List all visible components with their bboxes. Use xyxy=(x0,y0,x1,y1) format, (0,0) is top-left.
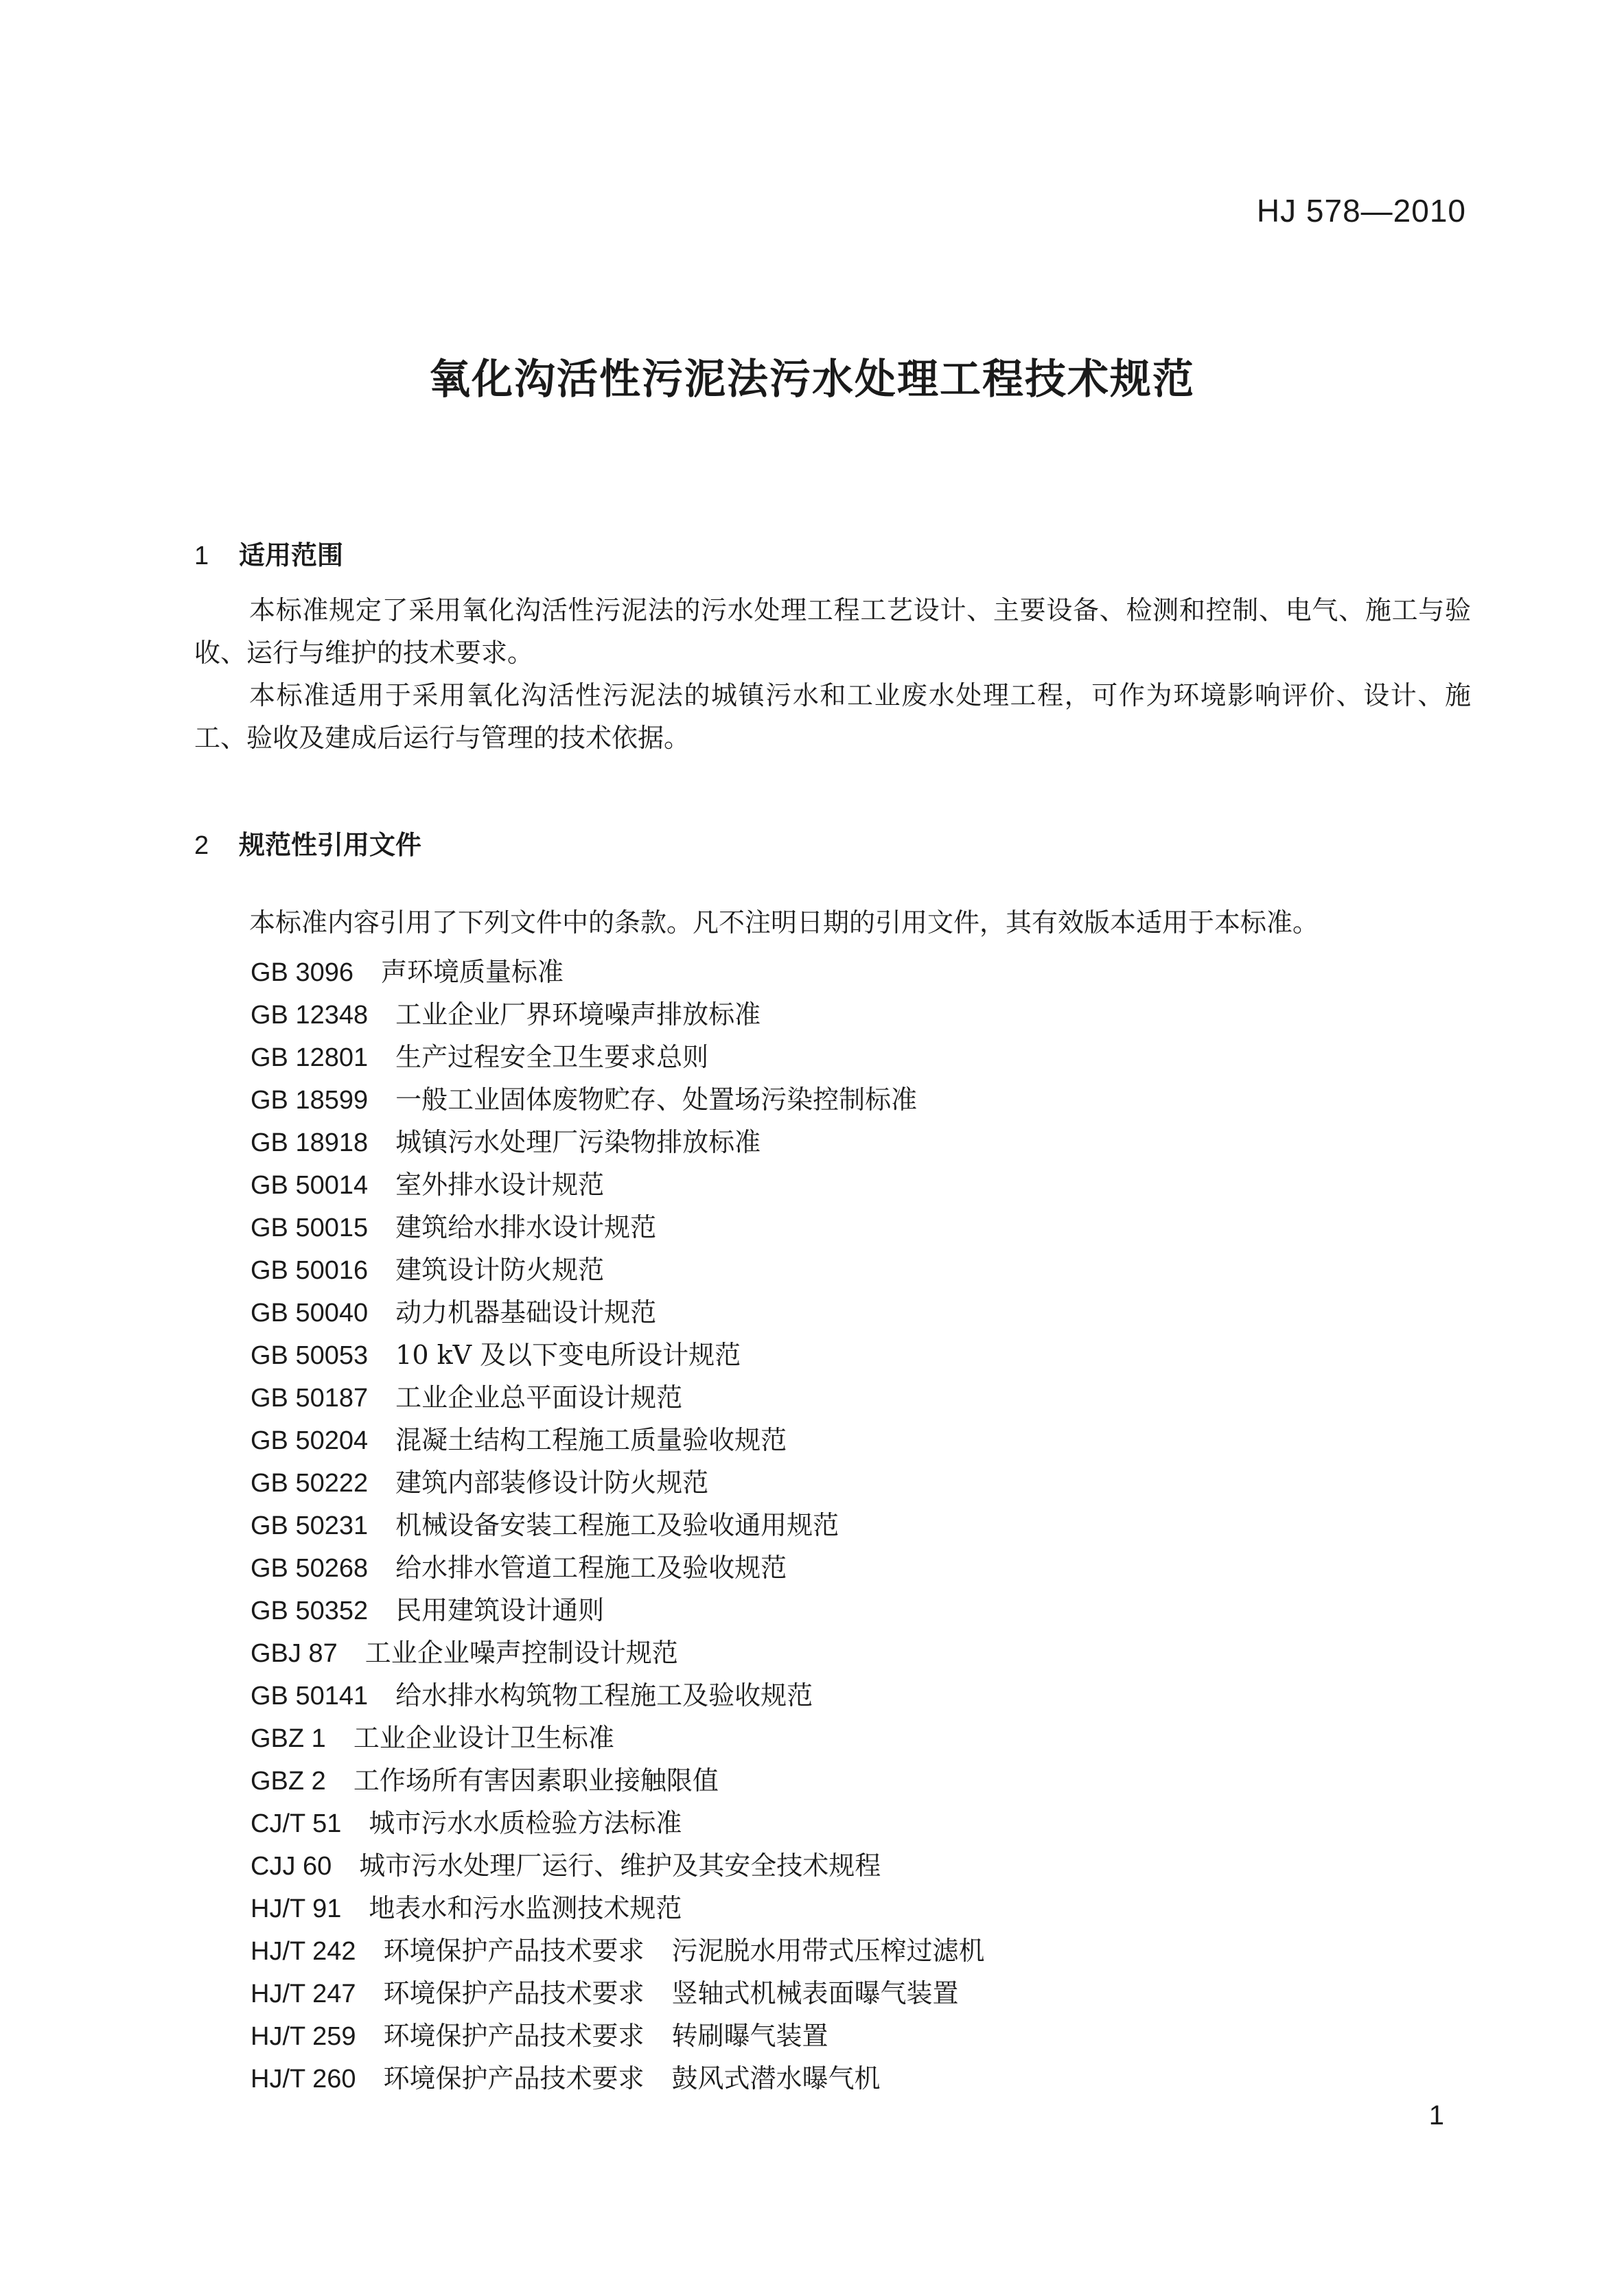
reference-code: GBZ 1 xyxy=(251,1724,326,1753)
section-2-title: 规范性引用文件 xyxy=(239,830,422,860)
reference-item xyxy=(251,1163,985,1206)
reference-code: HJ/T 259 xyxy=(251,2022,356,2051)
reference-title: 建筑内部装修设计防火规范 xyxy=(395,1468,709,1498)
reference-name xyxy=(383,1936,984,1966)
reference-item xyxy=(251,1546,985,1589)
reference-code: GB 50141 xyxy=(251,1682,369,1711)
reference-name xyxy=(369,1808,682,1838)
reference-item xyxy=(251,1929,985,1972)
reference-item xyxy=(251,1376,985,1419)
reference-item xyxy=(251,1078,985,1121)
reference-name xyxy=(395,1212,656,1242)
section-2-paragraph-1: 本标准内容引用了下列文件中的条款。凡不注明日期的引用文件，其有效版本适用于本标准。 xyxy=(249,907,1319,938)
reference-item xyxy=(251,1632,985,1674)
reference-name xyxy=(395,1255,604,1285)
reference-name xyxy=(395,1680,813,1711)
reference-item xyxy=(251,1802,985,1844)
reference-name xyxy=(353,1723,614,1753)
reference-title: 混凝土结构工程施工质量验收规范 xyxy=(395,1425,787,1455)
reference-title: 生产过程安全卫生要求总则 xyxy=(395,1042,709,1072)
reference-item xyxy=(251,1461,985,1504)
reference-title: 10 kV 及以下变电所设计规范 xyxy=(395,1340,741,1370)
reference-title: 声环境质量标准 xyxy=(381,957,564,987)
standard-code: HJ 578—2010 xyxy=(1256,193,1466,229)
reference-item xyxy=(251,1972,985,2015)
reference-subject: 污泥脱水用带式压榨过滤机 xyxy=(671,1936,985,1966)
reference-title: 地表水和污水监测技术规范 xyxy=(369,1893,682,1923)
reference-title: 城市污水处理厂运行、维护及其安全技术规程 xyxy=(359,1851,881,1881)
reference-item xyxy=(251,1844,985,1887)
reference-item xyxy=(251,2057,985,2100)
reference-title: 工业企业厂界环境噪声排放标准 xyxy=(395,999,761,1030)
reference-title: 工业企业噪声控制设计规范 xyxy=(364,1638,678,1668)
reference-subject: 竖轴式机械表面曝气装置 xyxy=(671,1978,959,2008)
reference-item xyxy=(251,951,985,993)
reference-code: GB 18599 xyxy=(251,1086,369,1115)
reference-title: 工业企业设计卫生标准 xyxy=(353,1723,614,1753)
reference-name xyxy=(383,2021,828,2051)
reference-name xyxy=(395,1425,787,1455)
reference-code: GB 3096 xyxy=(251,958,353,987)
reference-name xyxy=(395,1127,761,1157)
reference-item xyxy=(251,1589,985,1632)
section-2-heading xyxy=(194,824,421,861)
reference-item xyxy=(251,1504,985,1546)
reference-code: HJ/T 247 xyxy=(251,1980,356,2008)
reference-item xyxy=(251,1291,985,1334)
reference-name xyxy=(395,1340,741,1370)
reference-code: GB 50014 xyxy=(251,1171,369,1200)
section-1-paragraph-2: 本标准适用于采用氧化沟活性污泥法的城镇污水和工业废水处理工程，可作为环境影响评价、设计、施工、验收及建成后运行与管理的技术依据。 xyxy=(194,680,1471,753)
reference-item xyxy=(251,1334,985,1376)
reference-code: CJJ 60 xyxy=(251,1852,332,1881)
reference-code: GB 50268 xyxy=(251,1554,369,1583)
reference-title: 工作场所有害因素职业接触限值 xyxy=(353,1765,719,1796)
reference-title: 环境保护产品技术要求 xyxy=(383,1978,645,2008)
reference-title: 环境保护产品技术要求 xyxy=(383,2021,645,2051)
reference-item xyxy=(251,1717,985,1759)
reference-subject: 转刷曝气装置 xyxy=(671,2021,828,2051)
reference-item xyxy=(251,1419,985,1461)
reference-code: CJ/T 51 xyxy=(251,1809,342,1838)
reference-name xyxy=(383,1978,958,2008)
reference-code: HJ/T 260 xyxy=(251,2065,356,2094)
reference-item xyxy=(251,1887,985,1929)
reference-code: GB 50187 xyxy=(251,1384,369,1413)
reference-name xyxy=(395,1297,656,1327)
reference-title: 环境保护产品技术要求 xyxy=(383,2063,645,2094)
reference-item xyxy=(251,1674,985,1717)
reference-code: GB 12348 xyxy=(251,1001,369,1030)
reference-title: 城镇污水处理厂污染物排放标准 xyxy=(395,1127,761,1157)
reference-code: GB 12801 xyxy=(251,1043,369,1072)
reference-item xyxy=(251,1121,985,1163)
reference-item xyxy=(251,1759,985,1802)
reference-name xyxy=(395,1468,708,1498)
reference-item xyxy=(251,1036,985,1078)
page-number: 1 xyxy=(1428,2100,1444,2131)
reference-name xyxy=(369,1893,682,1923)
reference-title: 动力机器基础设计规范 xyxy=(395,1297,657,1327)
reference-code: GB 50040 xyxy=(251,1299,369,1327)
reference-name xyxy=(353,1765,719,1796)
reference-name xyxy=(395,1382,682,1413)
reference-title: 城市污水水质检验方法标准 xyxy=(369,1808,682,1838)
reference-title: 给水排水管道工程施工及验收规范 xyxy=(395,1553,787,1583)
reference-title: 建筑给水排水设计规范 xyxy=(395,1212,657,1242)
reference-code: GB 50053 xyxy=(251,1341,369,1370)
reference-name xyxy=(359,1851,881,1881)
reference-code: GB 50015 xyxy=(251,1214,369,1242)
reference-title: 机械设备安装工程施工及验收通用规范 xyxy=(395,1510,839,1540)
reference-code: GB 50204 xyxy=(251,1426,369,1455)
reference-title: 给水排水构筑物工程施工及验收规范 xyxy=(395,1680,813,1711)
reference-code: GBJ 87 xyxy=(251,1639,338,1668)
reference-title: 室外排水设计规范 xyxy=(395,1170,605,1200)
reference-name xyxy=(395,1085,917,1115)
reference-title: 环境保护产品技术要求 xyxy=(383,1936,645,1966)
reference-title: 工业企业总平面设计规范 xyxy=(395,1382,683,1413)
section-1-number: 1 xyxy=(194,542,209,570)
section-1-paragraph-1: 本标准规定了采用氧化沟活性污泥法的污水处理工程工艺设计、主要设备、检测和控制、电气、施工与验收、运行与维护的技术要求。 xyxy=(194,595,1471,668)
reference-code: GBZ 2 xyxy=(251,1767,326,1796)
reference-code: GB 18918 xyxy=(251,1128,369,1157)
reference-code: GB 50231 xyxy=(251,1511,369,1540)
reference-item xyxy=(251,1206,985,1249)
section-2-number: 2 xyxy=(194,831,209,860)
reference-name xyxy=(395,999,761,1030)
reference-title: 民用建筑设计通则 xyxy=(395,1595,605,1625)
section-1-heading xyxy=(194,534,343,572)
reference-subject: 鼓风式潜水曝气机 xyxy=(671,2063,881,2094)
reference-code: GB 50222 xyxy=(251,1469,369,1498)
reference-item xyxy=(251,993,985,1036)
reference-code: GB 50016 xyxy=(251,1256,369,1285)
reference-name xyxy=(365,1638,678,1668)
reference-name xyxy=(395,1042,708,1072)
reference-code: HJ/T 91 xyxy=(251,1894,342,1923)
reference-title: 建筑设计防火规范 xyxy=(395,1255,605,1285)
reference-item xyxy=(251,2015,985,2057)
reference-name xyxy=(395,1553,787,1583)
reference-name xyxy=(383,2063,880,2094)
reference-name xyxy=(395,1170,604,1200)
reference-name xyxy=(395,1510,839,1540)
reference-item xyxy=(251,1249,985,1291)
reference-code: GB 50352 xyxy=(251,1597,369,1625)
document-title: 氧化沟活性污泥法污水处理工程技术规范 xyxy=(429,356,1195,404)
reference-title: 一般工业固体废物贮存、处置场污染控制标准 xyxy=(395,1085,918,1115)
section-1-title: 适用范围 xyxy=(239,540,344,570)
reference-name xyxy=(381,957,564,987)
reference-code: HJ/T 242 xyxy=(251,1937,356,1966)
reference-list xyxy=(251,951,985,2100)
reference-name xyxy=(395,1595,604,1625)
